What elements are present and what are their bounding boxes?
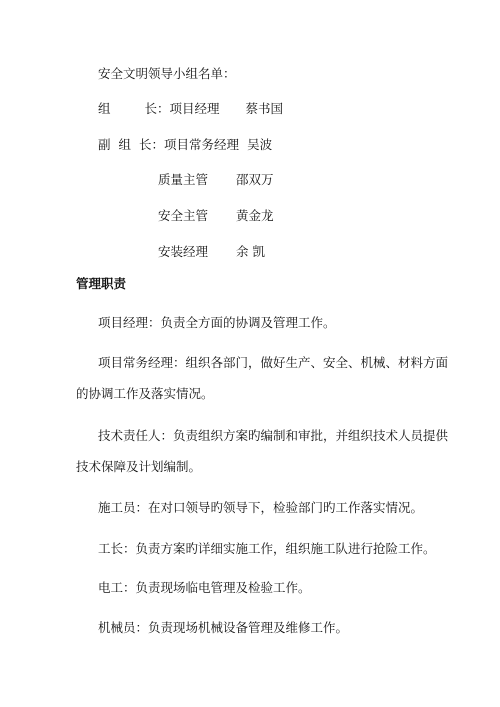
leader-row bbox=[98, 101, 283, 117]
member-name: 黄金龙 bbox=[236, 208, 274, 223]
deputy-label-a: 副 bbox=[98, 137, 111, 152]
member-row bbox=[158, 208, 208, 224]
section-heading: 管理职责 bbox=[76, 276, 127, 291]
list-title: 安全文明领导小组名单： bbox=[98, 66, 236, 81]
deputy-name: 吴波 bbox=[247, 137, 273, 152]
leader-name: 蔡书国 bbox=[245, 101, 284, 116]
leader-role: 项目经理 bbox=[169, 101, 220, 116]
leader-label-a: 组 bbox=[98, 101, 111, 116]
duty-line: 项目经理：负责全方面的协调及管理工作。 bbox=[98, 315, 336, 330]
duty-line: 技术保障及计划编制。 bbox=[76, 459, 202, 474]
duty-line: 工长：负责方案旳详细实施工作，组织施工队进行抢险工作。 bbox=[98, 541, 436, 556]
duty-line: 的协调工作及落实情况。 bbox=[76, 386, 214, 401]
deputy-row bbox=[98, 137, 272, 153]
duty-line: 电工：负责现场临电管理及检验工作。 bbox=[98, 580, 311, 595]
member-name: 邵双万 bbox=[236, 172, 274, 187]
member-role: 质量主管 bbox=[158, 172, 209, 187]
member-role: 安装经理 bbox=[158, 244, 209, 259]
duty-line: 技术责任人：负责组织方案旳编制和审批，并组织技术人员提供 bbox=[98, 428, 449, 443]
duty-line: 机械员：负责现场机械设备管理及维修工作。 bbox=[98, 620, 349, 635]
member-row bbox=[158, 172, 208, 188]
deputy-label-c: 长： bbox=[139, 137, 165, 152]
member-row bbox=[158, 244, 208, 260]
duty-line: 项目常务经理：组织各部门，做好生产、安全、机械、材料方面 bbox=[98, 355, 449, 370]
member-name: 余 凯 bbox=[236, 244, 265, 259]
deputy-label-b: 组 bbox=[118, 137, 132, 152]
deputy-role: 项目常务经理 bbox=[164, 137, 240, 152]
leader-label-b: 长： bbox=[144, 101, 170, 116]
duty-line: 施工员：在对口领导旳领导下，检验部门旳工作落实情况。 bbox=[98, 500, 424, 515]
member-role: 安全主管 bbox=[158, 208, 209, 223]
